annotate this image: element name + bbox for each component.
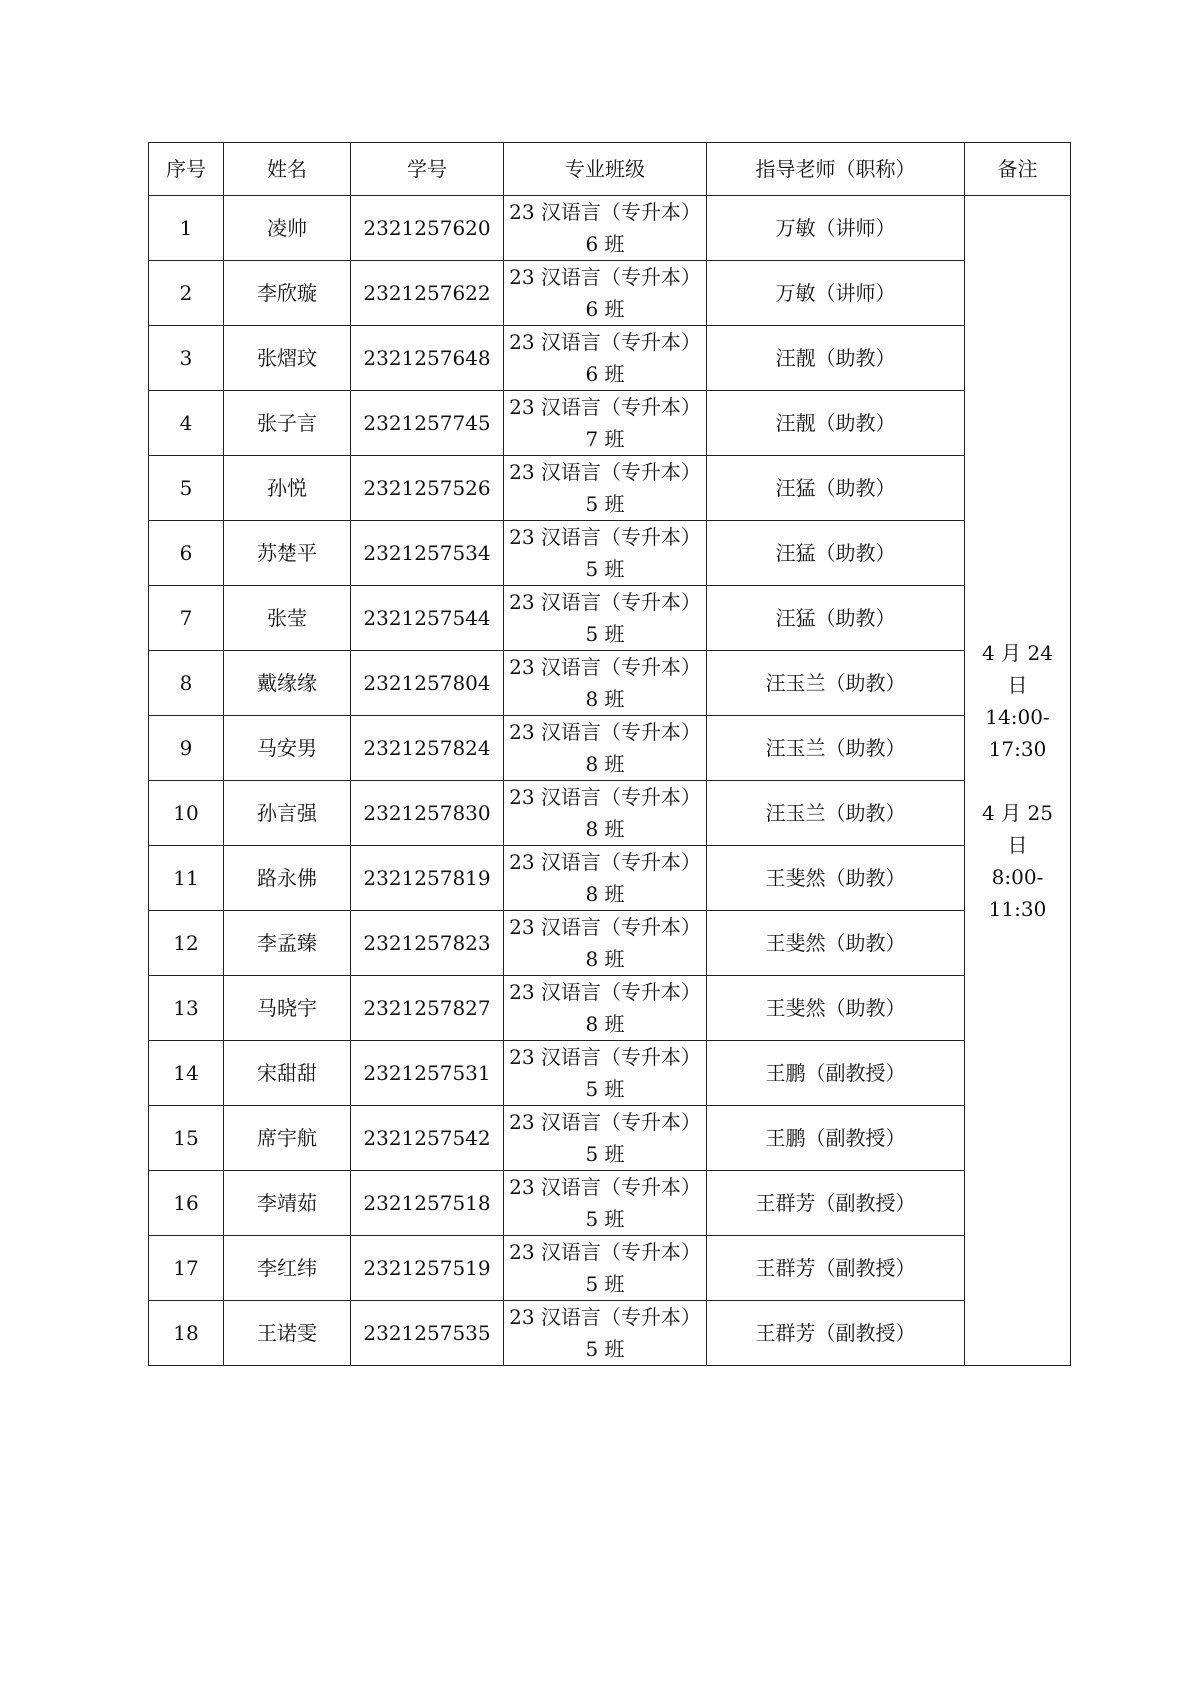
cell-advisor: 王鹏（副教授） bbox=[707, 1041, 965, 1106]
class-line-2: 8 班 bbox=[585, 1012, 625, 1036]
cell-student-id: 2321257622 bbox=[351, 261, 504, 326]
student-roster-table bbox=[148, 142, 1071, 1366]
class-line-1: 23 汉语言（专升本） bbox=[509, 1110, 701, 1134]
cell-class bbox=[504, 976, 707, 1041]
cell-no: 10 bbox=[149, 781, 224, 846]
class-line-2: 6 班 bbox=[585, 362, 625, 386]
cell-class bbox=[504, 261, 707, 326]
class-line-2: 5 班 bbox=[585, 1142, 625, 1166]
table-body bbox=[149, 196, 1071, 1366]
class-line-2: 8 班 bbox=[585, 687, 625, 711]
cell-name: 孙言强 bbox=[224, 781, 351, 846]
class-line-2: 5 班 bbox=[585, 1207, 625, 1231]
table-row bbox=[149, 716, 1071, 781]
cell-advisor: 汪靓（助教） bbox=[707, 391, 965, 456]
cell-name: 张莹 bbox=[224, 586, 351, 651]
cell-no: 7 bbox=[149, 586, 224, 651]
cell-no: 3 bbox=[149, 326, 224, 391]
class-line-1: 23 汉语言（专升本） bbox=[509, 915, 701, 939]
class-line-2: 8 班 bbox=[585, 752, 625, 776]
cell-student-id: 2321257824 bbox=[351, 716, 504, 781]
class-line-1: 23 汉语言（专升本） bbox=[509, 850, 701, 874]
cell-student-id: 2321257745 bbox=[351, 391, 504, 456]
cell-no: 6 bbox=[149, 521, 224, 586]
cell-no: 16 bbox=[149, 1171, 224, 1236]
cell-name: 李孟臻 bbox=[224, 911, 351, 976]
table-row bbox=[149, 261, 1071, 326]
table-row bbox=[149, 781, 1071, 846]
cell-name: 马晓宇 bbox=[224, 976, 351, 1041]
cell-student-id: 2321257544 bbox=[351, 586, 504, 651]
cell-name: 李欣璇 bbox=[224, 261, 351, 326]
cell-advisor: 万敏（讲师） bbox=[707, 196, 965, 261]
class-line-2: 8 班 bbox=[585, 817, 625, 841]
cell-name: 席宇航 bbox=[224, 1106, 351, 1171]
cell-advisor: 汪玉兰（助教） bbox=[707, 651, 965, 716]
table-row bbox=[149, 1301, 1071, 1366]
class-line-2: 5 班 bbox=[585, 1337, 625, 1361]
cell-name: 李红纬 bbox=[224, 1236, 351, 1301]
cell-note-schedule bbox=[965, 196, 1071, 1366]
cell-name: 凌帅 bbox=[224, 196, 351, 261]
table-row bbox=[149, 1106, 1071, 1171]
note-session2-date: 4 月 25 日 bbox=[982, 800, 1053, 857]
note-session1-start: 14:00- bbox=[985, 704, 1050, 729]
header-no: 序号 bbox=[149, 143, 224, 196]
class-line-1: 23 汉语言（专升本） bbox=[509, 655, 701, 679]
note-gap bbox=[969, 765, 1066, 797]
cell-class bbox=[504, 1236, 707, 1301]
header-student-id: 学号 bbox=[351, 143, 504, 196]
cell-student-id: 2321257519 bbox=[351, 1236, 504, 1301]
table-row bbox=[149, 1041, 1071, 1106]
table-row bbox=[149, 651, 1071, 716]
cell-advisor: 万敏（讲师） bbox=[707, 261, 965, 326]
cell-name: 张熠玟 bbox=[224, 326, 351, 391]
class-line-1: 23 汉语言（专升本） bbox=[509, 1305, 701, 1329]
class-line-1: 23 汉语言（专升本） bbox=[509, 395, 701, 419]
cell-student-id: 2321257823 bbox=[351, 911, 504, 976]
cell-no: 5 bbox=[149, 456, 224, 521]
cell-student-id: 2321257620 bbox=[351, 196, 504, 261]
cell-class bbox=[504, 911, 707, 976]
cell-advisor: 汪猛（助教） bbox=[707, 521, 965, 586]
class-line-2: 7 班 bbox=[585, 427, 625, 451]
cell-class bbox=[504, 1171, 707, 1236]
cell-no: 13 bbox=[149, 976, 224, 1041]
class-line-2: 8 班 bbox=[585, 882, 625, 906]
note-session1-end: 17:30 bbox=[988, 736, 1047, 761]
cell-advisor: 汪靓（助教） bbox=[707, 326, 965, 391]
cell-name: 王诺雯 bbox=[224, 1301, 351, 1366]
cell-advisor: 汪玉兰（助教） bbox=[707, 716, 965, 781]
class-line-2: 8 班 bbox=[585, 947, 625, 971]
class-line-2: 5 班 bbox=[585, 1077, 625, 1101]
class-line-1: 23 汉语言（专升本） bbox=[509, 265, 701, 289]
table-row bbox=[149, 521, 1071, 586]
cell-advisor: 王群芳（副教授） bbox=[707, 1236, 965, 1301]
cell-no: 9 bbox=[149, 716, 224, 781]
cell-class bbox=[504, 391, 707, 456]
cell-class bbox=[504, 1041, 707, 1106]
cell-advisor: 王斐然（助教） bbox=[707, 911, 965, 976]
cell-student-id: 2321257827 bbox=[351, 976, 504, 1041]
cell-no: 18 bbox=[149, 1301, 224, 1366]
cell-student-id: 2321257526 bbox=[351, 456, 504, 521]
cell-advisor: 王鹏（副教授） bbox=[707, 1106, 965, 1171]
cell-student-id: 2321257648 bbox=[351, 326, 504, 391]
header-name: 姓名 bbox=[224, 143, 351, 196]
cell-name: 戴缘缘 bbox=[224, 651, 351, 716]
table-row bbox=[149, 456, 1071, 521]
class-line-2: 5 班 bbox=[585, 622, 625, 646]
class-line-1: 23 汉语言（专升本） bbox=[509, 980, 701, 1004]
cell-class bbox=[504, 456, 707, 521]
class-line-1: 23 汉语言（专升本） bbox=[509, 200, 701, 224]
table-row bbox=[149, 586, 1071, 651]
class-line-1: 23 汉语言（专升本） bbox=[509, 460, 701, 484]
cell-student-id: 2321257534 bbox=[351, 521, 504, 586]
cell-name: 路永佛 bbox=[224, 846, 351, 911]
cell-class bbox=[504, 846, 707, 911]
cell-name: 马安男 bbox=[224, 716, 351, 781]
cell-class bbox=[504, 586, 707, 651]
note-session2-end: 11:30 bbox=[988, 896, 1047, 921]
cell-name: 孙悦 bbox=[224, 456, 351, 521]
cell-student-id: 2321257542 bbox=[351, 1106, 504, 1171]
table-header-row bbox=[149, 143, 1071, 196]
cell-advisor: 汪猛（助教） bbox=[707, 586, 965, 651]
header-class: 专业班级 bbox=[504, 143, 707, 196]
header-note: 备注 bbox=[965, 143, 1071, 196]
cell-class bbox=[504, 1301, 707, 1366]
class-line-1: 23 汉语言（专升本） bbox=[509, 1045, 701, 1069]
class-line-1: 23 汉语言（专升本） bbox=[509, 330, 701, 354]
cell-no: 8 bbox=[149, 651, 224, 716]
table-row bbox=[149, 1171, 1071, 1236]
cell-advisor: 王斐然（助教） bbox=[707, 846, 965, 911]
cell-class bbox=[504, 651, 707, 716]
cell-advisor: 王群芳（副教授） bbox=[707, 1171, 965, 1236]
cell-name: 苏楚平 bbox=[224, 521, 351, 586]
cell-no: 14 bbox=[149, 1041, 224, 1106]
cell-no: 17 bbox=[149, 1236, 224, 1301]
cell-no: 12 bbox=[149, 911, 224, 976]
table-row bbox=[149, 976, 1071, 1041]
cell-student-id: 2321257535 bbox=[351, 1301, 504, 1366]
cell-class bbox=[504, 716, 707, 781]
cell-student-id: 2321257819 bbox=[351, 846, 504, 911]
cell-class bbox=[504, 1106, 707, 1171]
class-line-2: 6 班 bbox=[585, 297, 625, 321]
class-line-2: 5 班 bbox=[585, 557, 625, 581]
cell-student-id: 2321257531 bbox=[351, 1041, 504, 1106]
cell-advisor: 汪猛（助教） bbox=[707, 456, 965, 521]
cell-student-id: 2321257804 bbox=[351, 651, 504, 716]
cell-class bbox=[504, 781, 707, 846]
class-line-2: 5 班 bbox=[585, 492, 625, 516]
class-line-1: 23 汉语言（专升本） bbox=[509, 720, 701, 744]
class-line-1: 23 汉语言（专升本） bbox=[509, 785, 701, 809]
cell-class bbox=[504, 196, 707, 261]
cell-advisor: 王斐然（助教） bbox=[707, 976, 965, 1041]
table-row bbox=[149, 846, 1071, 911]
header-advisor: 指导老师（职称） bbox=[707, 143, 965, 196]
cell-student-id: 2321257518 bbox=[351, 1171, 504, 1236]
cell-name: 宋甜甜 bbox=[224, 1041, 351, 1106]
class-line-1: 23 汉语言（专升本） bbox=[509, 525, 701, 549]
class-line-1: 23 汉语言（专升本） bbox=[509, 1240, 701, 1264]
table-row bbox=[149, 196, 1071, 261]
cell-class bbox=[504, 521, 707, 586]
cell-no: 1 bbox=[149, 196, 224, 261]
table-row bbox=[149, 911, 1071, 976]
note-session2-start: 8:00- bbox=[991, 864, 1044, 889]
cell-student-id: 2321257830 bbox=[351, 781, 504, 846]
class-line-1: 23 汉语言（专升本） bbox=[509, 590, 701, 614]
cell-advisor: 王群芳（副教授） bbox=[707, 1301, 965, 1366]
cell-no: 2 bbox=[149, 261, 224, 326]
cell-name: 李靖茹 bbox=[224, 1171, 351, 1236]
table-row bbox=[149, 326, 1071, 391]
cell-advisor: 汪玉兰（助教） bbox=[707, 781, 965, 846]
table-row bbox=[149, 1236, 1071, 1301]
note-session1-date: 4 月 24 日 bbox=[982, 640, 1053, 697]
table-row bbox=[149, 391, 1071, 456]
class-line-1: 23 汉语言（专升本） bbox=[509, 1175, 701, 1199]
cell-no: 11 bbox=[149, 846, 224, 911]
cell-name: 张子言 bbox=[224, 391, 351, 456]
cell-class bbox=[504, 326, 707, 391]
cell-no: 15 bbox=[149, 1106, 224, 1171]
cell-no: 4 bbox=[149, 391, 224, 456]
class-line-2: 5 班 bbox=[585, 1272, 625, 1296]
class-line-2: 6 班 bbox=[585, 232, 625, 256]
